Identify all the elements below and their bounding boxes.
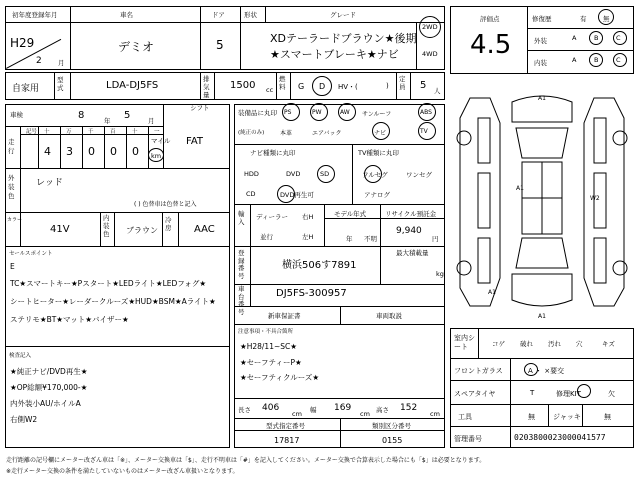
spare-circle [577, 384, 591, 398]
tv-item: ワンセグ [406, 171, 432, 179]
model-label: 型式 [57, 76, 64, 92]
seat-item: 汚れ [548, 340, 561, 348]
equip-item: PW [312, 109, 322, 116]
sales-line: ステリモ★BT★マット★バイザー★ [10, 315, 129, 324]
grade-option: B [594, 34, 599, 42]
wear-label: 修復歴 [532, 15, 552, 23]
disp-unit: cc [266, 86, 274, 94]
max-load-label: 最大積載量 [396, 249, 429, 257]
use-type: 自家用 [12, 84, 40, 94]
ext-grade-label: 外装 [534, 37, 547, 45]
import-label: 輸入 [238, 210, 245, 226]
mileage-unit-km: km [151, 152, 162, 160]
color-code: 41V [50, 224, 70, 235]
grade-option: C [616, 56, 621, 64]
footer-line2: ※走行メーター交換の条件を満たしていないものはメーター改ざん車扱いとなります。 [6, 468, 239, 475]
import-parallel: 並行 [260, 233, 273, 241]
int-grade-label: 内装 [534, 59, 547, 67]
score-label: 評価点 [480, 15, 500, 23]
fuel-label: 燃料 [279, 75, 286, 91]
capacity: 5 [420, 80, 427, 91]
notes-line: ★セーフティクルーズ★ [240, 373, 320, 382]
tv-item: フルセグ [362, 171, 388, 179]
model-year-label: モデル年式 [334, 210, 367, 218]
navi-item: SD [320, 170, 330, 178]
equip-item: AW [340, 109, 350, 116]
mileage-digit: 0 [110, 145, 117, 158]
grade-circle [613, 53, 627, 67]
reg-month-label: 月 [58, 59, 65, 67]
reg-label: 初年度登録年月 [12, 11, 58, 19]
int-color-label: 内装色 [103, 214, 110, 238]
car-name: デミオ [118, 40, 155, 54]
score-value: 4.5 [470, 30, 512, 60]
drive-4wd: 4WD [422, 50, 438, 58]
length-unit: cm [292, 410, 302, 418]
seat-item: キズ [602, 340, 615, 348]
mileage-header: 十 [44, 129, 50, 135]
equip-item: サンルーフ [362, 111, 392, 118]
seat-item: コゲ [492, 340, 505, 348]
sales-line: シートヒーター★レーダークルーズ★HUD★BSM★Aライト★ [10, 297, 216, 306]
navi-item: DVD [286, 170, 301, 178]
type-no-label: 型式指定番号 [266, 422, 305, 430]
fuel-d: D [319, 82, 326, 91]
equip-item: TV [420, 128, 428, 135]
wear-yes: 有 [580, 15, 587, 23]
recycle-value: 9,940 [396, 226, 422, 236]
navi-item: HDD [244, 170, 259, 178]
spare-none: 欠 [608, 390, 615, 398]
jack-label: ジャッキ [553, 413, 581, 421]
cap-unit: 人 [434, 87, 441, 95]
width-value: 169 [334, 403, 352, 413]
cap-label: 定員 [399, 75, 406, 91]
ext-label: 外装色 [8, 174, 15, 200]
model-value: LDA-DJ5FS [106, 80, 159, 91]
tools-value: 無 [528, 413, 535, 421]
grade-circle [613, 31, 627, 45]
height-value: 152 [400, 403, 418, 413]
mileage-label: 走行 [8, 138, 15, 155]
length-label: 長さ [238, 406, 251, 414]
max-load-unit: kg [436, 270, 444, 278]
insp-year-unit: 年 [104, 117, 111, 125]
grade-option: A [572, 34, 577, 42]
mileage-header: 百 [110, 129, 116, 135]
diagram-label-front: A1 [538, 95, 546, 102]
sales-line: TC★スマートキー★Pスタート★LEDライト★LEDフォグ★ [10, 279, 207, 288]
mileage-digit: 4 [44, 145, 51, 158]
shift-label: シフト [190, 104, 210, 112]
notes-line: ★セーフティーP★ [240, 358, 302, 367]
reg-no-label: 登録番号 [238, 249, 245, 280]
grade-option: C [616, 34, 621, 42]
warranty-label: 新車保証書 [268, 312, 301, 320]
equip-item: ABS [420, 109, 432, 116]
height-unit: cm [430, 410, 440, 418]
diagram-label-right: W2 [590, 195, 600, 202]
mileage-header: 千 [88, 129, 94, 135]
grade-option: A [572, 56, 577, 64]
int-color: ブラウン [126, 226, 158, 235]
disp-value: 1500 [230, 80, 256, 91]
damage-diagram [450, 78, 634, 326]
inspector-line: 内外装小AU/ホイルA [10, 399, 81, 408]
footer-line1: 走行距離の記号欄にメーター改ざん車は「※」、メーター交換車は「$」、走行不明車は「#」を記入してください。メーター交換で合算表示した場合にも「$」は必要となります。 [6, 457, 486, 464]
navi-label: ナビ種類に丸印 [250, 149, 296, 157]
recycle-label: リサイクル預託金 [385, 210, 437, 218]
inspector-label: 検査記入 [9, 353, 32, 359]
import-dealer: ディーラー [256, 213, 288, 221]
import-right: 右H [302, 213, 314, 221]
ext-note: ( ) 色替車は色替と記入 [134, 201, 197, 208]
mileage-digit: 0 [132, 145, 139, 158]
seat-item: 穴 [576, 340, 583, 348]
insp-month-unit: 月 [148, 117, 155, 125]
mileage-header: 十 [132, 129, 138, 135]
tv-item: アナログ [364, 191, 390, 199]
chassis-value: DJ5FS-300957 [276, 288, 347, 299]
diagram-label-left: A1 [516, 185, 524, 192]
inspector-line: 右側W2 [10, 415, 38, 424]
equip-item: PS [284, 109, 292, 116]
tv-label: TV種類に丸印 [358, 149, 399, 157]
color-label: カラー [7, 217, 23, 223]
sales-label: セールスポイント [9, 251, 53, 257]
reg-plate: 横浜506す7891 [282, 260, 357, 271]
glass-label: フロントガラス [454, 367, 503, 375]
import-left: 左H [302, 233, 314, 241]
grade-label: グレード [330, 11, 356, 19]
ac-value: AAC [194, 224, 215, 235]
navi-item: DVD再生可 [280, 191, 314, 199]
insp-month: 5 [124, 110, 131, 121]
notes-label: 注意事項・不具合箇所 [238, 329, 294, 335]
recycle-unit: 円 [432, 235, 439, 243]
row2-box [5, 72, 445, 100]
manual-label: 車両取説 [376, 312, 402, 320]
sales-line: E [10, 262, 15, 271]
model-year-unknown: 不明 [364, 235, 377, 243]
diagram-label-rear: A1 [538, 313, 546, 320]
inspector-line: ★OP総額¥170,000-★ [10, 383, 88, 392]
jack-value: 無 [604, 413, 611, 421]
reg-year: H29 [10, 36, 35, 50]
admin-label: 管理番号 [454, 435, 482, 443]
reg-month: 2 [36, 56, 42, 66]
width-label: 幅 [310, 406, 317, 414]
insp-label: 車検 [10, 111, 23, 119]
grade-line1: XDテーラードブラウン★後期 [270, 32, 417, 45]
mileage-header: 記号 [26, 129, 38, 135]
ac-label: 冷房 [165, 216, 172, 232]
mileage-unit-mile: マイル [151, 137, 171, 145]
fuel-g: G [298, 82, 305, 91]
spare-repair: 修理KIT [556, 390, 581, 398]
model-year-unit: 年 [346, 235, 353, 243]
name-label: 車名 [120, 11, 133, 19]
drive-2wd: 2WD [422, 23, 438, 31]
fuel-close: ) [386, 82, 389, 90]
mileage-header: 一 [154, 129, 160, 135]
equip-label: 装備品に丸印 [238, 109, 277, 117]
fuel-hv: HV・( [338, 83, 358, 91]
wear-no: 無 [603, 15, 610, 23]
admin-value: 0203800023000041577 [514, 433, 606, 442]
equip-item: ナビ [374, 130, 387, 137]
spare-label: スペアタイヤ [454, 390, 496, 398]
tools-label: 工具 [458, 413, 472, 421]
width-unit: cm [360, 410, 370, 418]
class-no-label: 類別区分番号 [372, 422, 411, 430]
length-value: 406 [262, 403, 280, 413]
door-count: 5 [216, 38, 224, 52]
seat-item: 破れ [520, 340, 533, 348]
equip-sub: (純正のみ) [238, 130, 265, 136]
equip-item: エアバック [312, 130, 342, 137]
class-no: 0155 [382, 436, 403, 445]
chassis-label: 車台番号 [238, 285, 245, 316]
seat-label: 室内シート [454, 334, 475, 351]
mileage-digit: 3 [66, 145, 73, 158]
ext-value: レッド [36, 178, 63, 188]
glass-value: A ・ ×要交 [528, 367, 565, 375]
type-no: 17817 [274, 436, 300, 445]
car-diagram-svg [450, 78, 634, 326]
grade-option: B [594, 56, 599, 64]
spare-t: T [530, 389, 535, 397]
inspector-line: ★純正ナビ/DVD再生★ [10, 367, 88, 376]
height-label: 高さ [376, 406, 389, 414]
navi-item: CD [246, 190, 256, 198]
door-label: ドア [212, 11, 225, 19]
body-label: 形状 [244, 11, 257, 19]
mileage-digit: 0 [88, 145, 95, 158]
diagram-label-rearleft: A1 [488, 289, 496, 296]
insp-year: 8 [78, 110, 85, 121]
shift-value: FAT [186, 136, 204, 147]
equip-item: 本革 [280, 130, 293, 137]
notes-line: ★H28/11~SC★ [240, 342, 297, 351]
mileage-header: 万 [66, 129, 72, 135]
grade-line2: ★スマートブレーキ★ナビ [270, 48, 399, 61]
disp-label: 排気量 [203, 75, 210, 99]
